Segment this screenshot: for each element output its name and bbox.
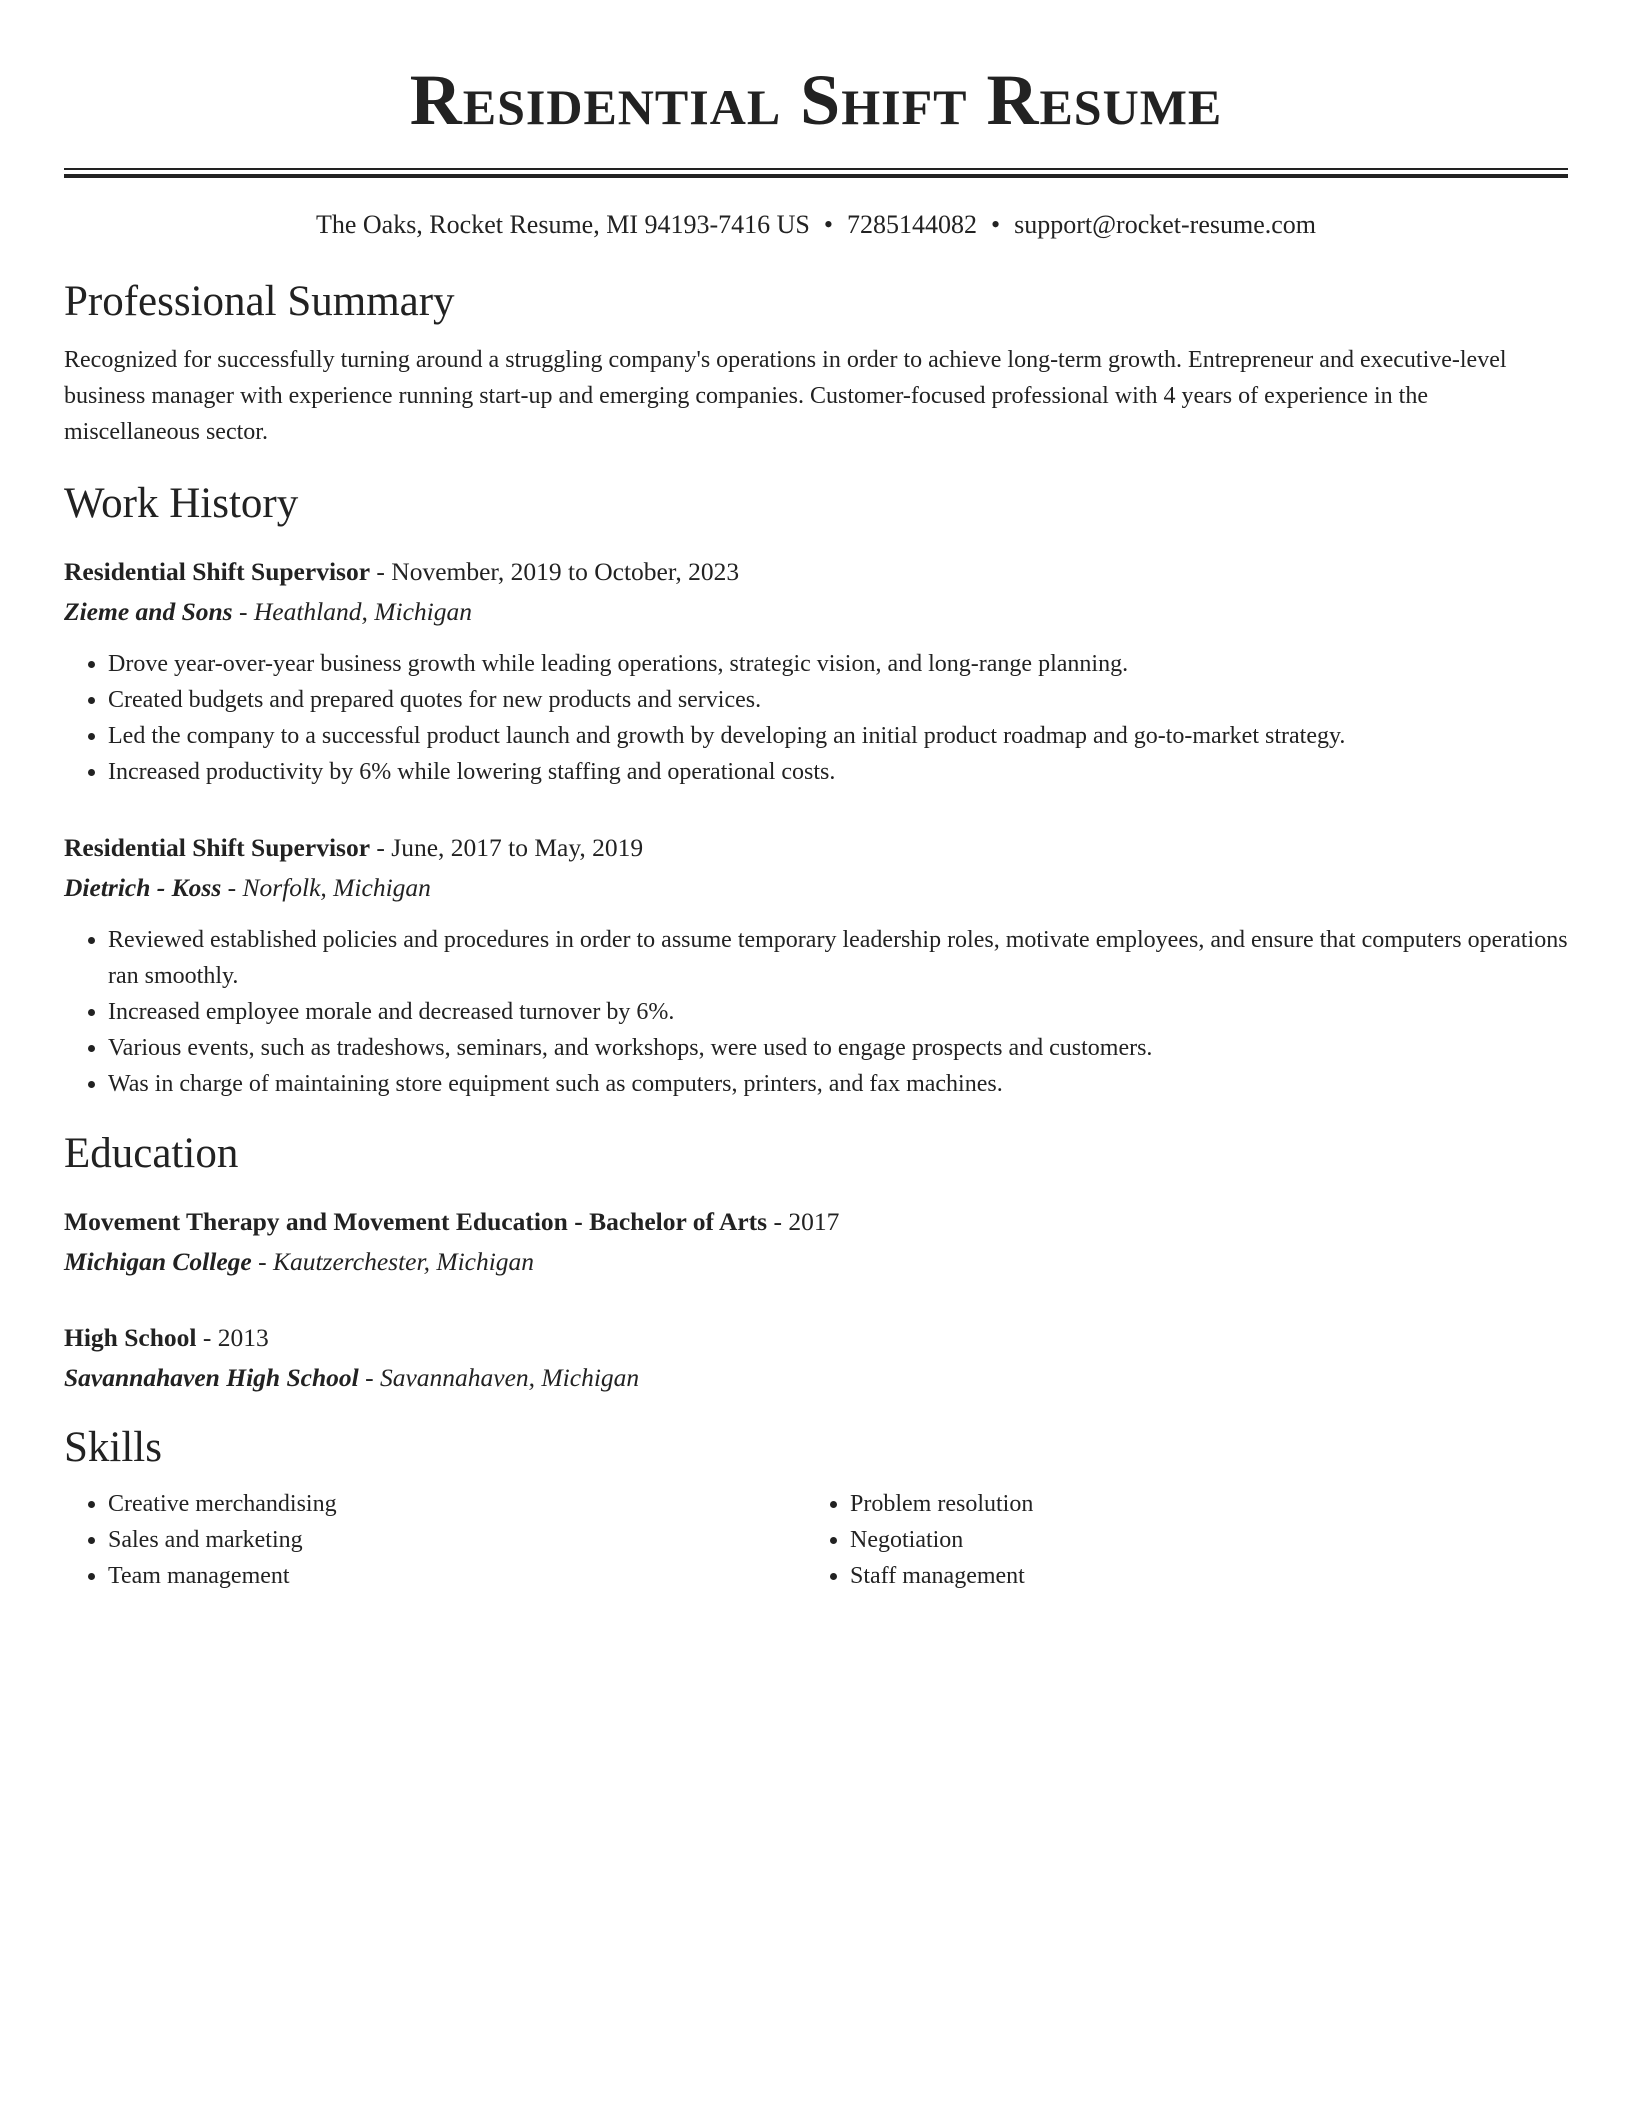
- skills-list-left: [64, 1486, 806, 1594]
- job-dates: - June, 2017 to May, 2019: [370, 833, 644, 862]
- job-company: Dietrich - Koss: [64, 873, 222, 902]
- contact-phone: 7285144082: [847, 210, 977, 239]
- education-entry: [64, 1320, 1568, 1396]
- school-location: - Savannahaven, Michigan: [358, 1363, 640, 1392]
- contact-address: The Oaks, Rocket Resume, MI 94193-7416 US: [315, 210, 810, 239]
- job-bullet-list: [64, 646, 1568, 790]
- list-item: • Various events, such as tradeshows, seminars, and workshops, were used to engage prospects and customers.: [108, 1030, 1568, 1066]
- summary-heading: Professional Summary: [64, 278, 455, 325]
- skills-grid: [64, 1486, 1568, 1594]
- job-bullet-list: [64, 922, 1568, 1102]
- contact-line: [64, 208, 1568, 242]
- skill-item: • Staff management: [850, 1558, 1548, 1594]
- title-divider: [64, 168, 1568, 178]
- list-item: • Created budgets and prepared quotes for new products and services.: [108, 682, 1568, 718]
- education-heading: Education: [64, 1130, 239, 1177]
- degree: High School: [64, 1323, 197, 1352]
- job-company: Zieme and Sons: [64, 597, 233, 626]
- job-location: - Norfolk, Michigan: [221, 873, 431, 902]
- summary-text: Recognized for successfully turning around a struggling company's operations in order to achieve long-term growth. Entrepreneur and executive-level business manager with experience running start-up and emerging companies. Customer-focused professional with 4 years of experience in the miscellaneous sector.: [64, 347, 1507, 445]
- school-line: [64, 1360, 1568, 1396]
- job-dates: - November, 2019 to October, 2023: [370, 557, 740, 586]
- school-name: Michigan College: [64, 1247, 252, 1276]
- job-entry: [64, 830, 1568, 1102]
- job-company-line: [64, 594, 1568, 630]
- contact-email: support@rocket-resume.com: [1014, 210, 1317, 239]
- job-title-line: [64, 554, 1568, 590]
- job-company-line: [64, 870, 1568, 906]
- job-title: Residential Shift Supervisor: [64, 557, 371, 586]
- degree-line: [64, 1320, 1568, 1356]
- list-item: • Drove year-over-year business growth while leading operations, strategic vision, and long-range planning.: [108, 646, 1568, 682]
- list-item: • Increased productivity by 6% while lowering staffing and operational costs.: [108, 754, 1568, 790]
- education-entry: [64, 1204, 1568, 1280]
- list-item: • Reviewed established policies and procedures in order to assume temporary leadership roles, motivate employees, and ensure that computers operations ran smoothly.: [108, 922, 1568, 994]
- degree: Movement Therapy and Movement Education - Bachelor of Arts: [64, 1207, 768, 1236]
- skill-item: • Negotiation: [850, 1522, 1548, 1558]
- list-item: • Was in charge of maintaining store equipment such as computers, printers, and fax machines.: [108, 1066, 1568, 1102]
- skill-item: • Team management: [108, 1558, 806, 1594]
- contact-separator: •: [991, 210, 1001, 239]
- degree-year: - 2017: [767, 1207, 840, 1236]
- job-location: - Heathland, Michigan: [232, 597, 472, 626]
- work-history-heading: Work History: [64, 480, 299, 527]
- list-item: • Led the company to a successful product launch and growth by developing an initial product roadmap and go-to-market strategy.: [108, 718, 1568, 754]
- degree-year: - 2013: [196, 1323, 269, 1352]
- school-line: [64, 1244, 1568, 1280]
- job-entry: [64, 554, 1568, 790]
- school-location: - Kautzerchester, Michigan: [251, 1247, 535, 1276]
- job-title: Residential Shift Supervisor: [64, 833, 371, 862]
- degree-line: [64, 1204, 1568, 1240]
- school-name: Savannahaven High School: [64, 1363, 359, 1392]
- skills-heading: Skills: [64, 1424, 162, 1471]
- list-item: • Increased employee morale and decreased turnover by 6%.: [108, 994, 1568, 1030]
- skill-item: • Creative merchandising: [108, 1486, 806, 1522]
- resume-title: Residential Shift Resume: [409, 60, 1223, 140]
- skill-item: • Sales and marketing: [108, 1522, 806, 1558]
- job-title-line: [64, 830, 1568, 866]
- skills-list-right: [806, 1486, 1548, 1594]
- contact-separator: •: [823, 210, 833, 239]
- skill-item: • Problem resolution: [850, 1486, 1548, 1522]
